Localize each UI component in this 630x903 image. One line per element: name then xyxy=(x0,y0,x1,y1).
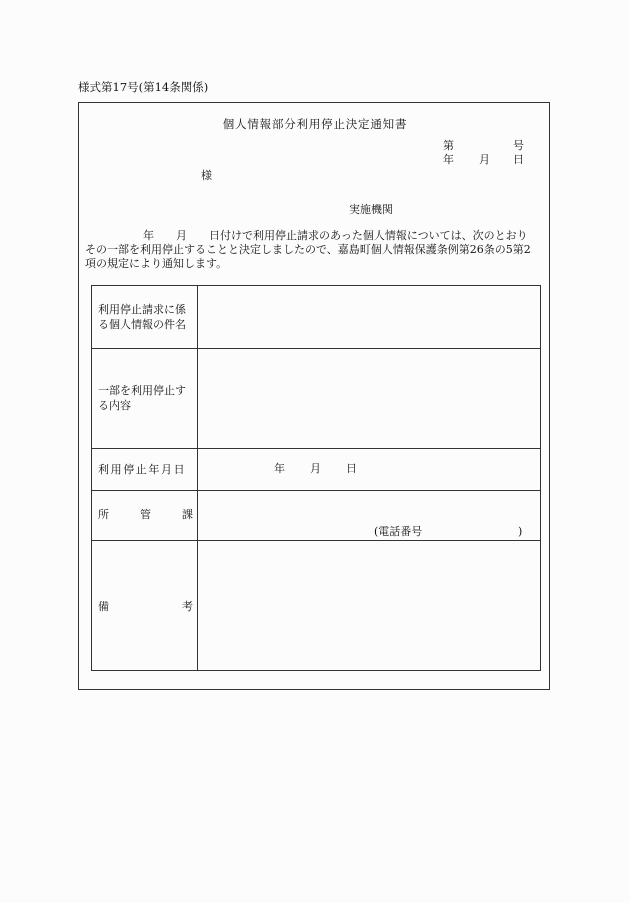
phone-number-open: (電話番号 xyxy=(374,525,423,538)
row-value-date[interactable] xyxy=(198,449,540,490)
date-month: 月 xyxy=(479,153,490,166)
row-label-date xyxy=(92,449,198,490)
table-row-date xyxy=(92,449,540,491)
form-number-label: 様式第17号(第14条関係) xyxy=(78,80,209,94)
row-label-department xyxy=(92,491,198,540)
table-row-content xyxy=(92,349,540,449)
number-dai: 第 xyxy=(443,139,454,152)
number-go: 号 xyxy=(513,139,524,152)
row-label-remarks xyxy=(92,541,198,671)
row-label-subject-line1: 利用停止請求に係 xyxy=(98,303,186,316)
stop-date-day: 日 xyxy=(346,462,357,475)
row-label-content-line2: る内容 xyxy=(98,399,131,412)
phone-number-close: ) xyxy=(518,525,523,538)
date-year: 年 xyxy=(443,153,454,166)
recipient-suffix: 様 xyxy=(201,169,212,182)
stop-date-month: 月 xyxy=(310,462,321,475)
notice-body xyxy=(85,229,545,271)
stop-date-year: 年 xyxy=(274,462,285,475)
row-value-content[interactable] xyxy=(198,349,540,448)
row-label-date-text: 利用停止年月日 xyxy=(98,463,187,476)
date-day: 日 xyxy=(513,153,524,166)
row-label-department-char1: 所 xyxy=(98,508,109,521)
row-value-remarks[interactable] xyxy=(198,541,540,671)
row-value-subject[interactable] xyxy=(198,286,540,348)
row-label-subject-line2: る個人情報の件名 xyxy=(98,318,186,331)
issuer-label: 実施機関 xyxy=(349,203,393,216)
row-label-subject xyxy=(92,286,198,348)
row-value-department[interactable] xyxy=(198,491,540,540)
table-row-remarks xyxy=(92,541,540,671)
document-title: 個人情報部分利用停止決定通知書 xyxy=(222,117,408,131)
row-label-content xyxy=(92,349,198,448)
row-label-remarks-char2: 考 xyxy=(182,600,193,613)
row-label-remarks-char1: 備 xyxy=(98,600,109,613)
table-row-subject xyxy=(92,286,540,349)
notice-line-3: 項の規定により通知します。 xyxy=(85,257,228,270)
document-frame xyxy=(78,102,550,690)
row-label-department-char2: 管 xyxy=(140,508,151,521)
row-label-content-line1: 一部を利用停止す xyxy=(98,384,186,397)
notice-line-1: 年 月 日付けで利用停止請求のあった個人情報については、次のとおり xyxy=(143,229,528,242)
row-label-department-char3: 課 xyxy=(182,508,193,521)
details-table xyxy=(91,285,541,671)
table-row-department xyxy=(92,491,540,541)
notice-line-2: その一部を利用停止することと決定しましたので、嘉島町個人情報保護条例第26条の5第2 xyxy=(85,243,531,256)
